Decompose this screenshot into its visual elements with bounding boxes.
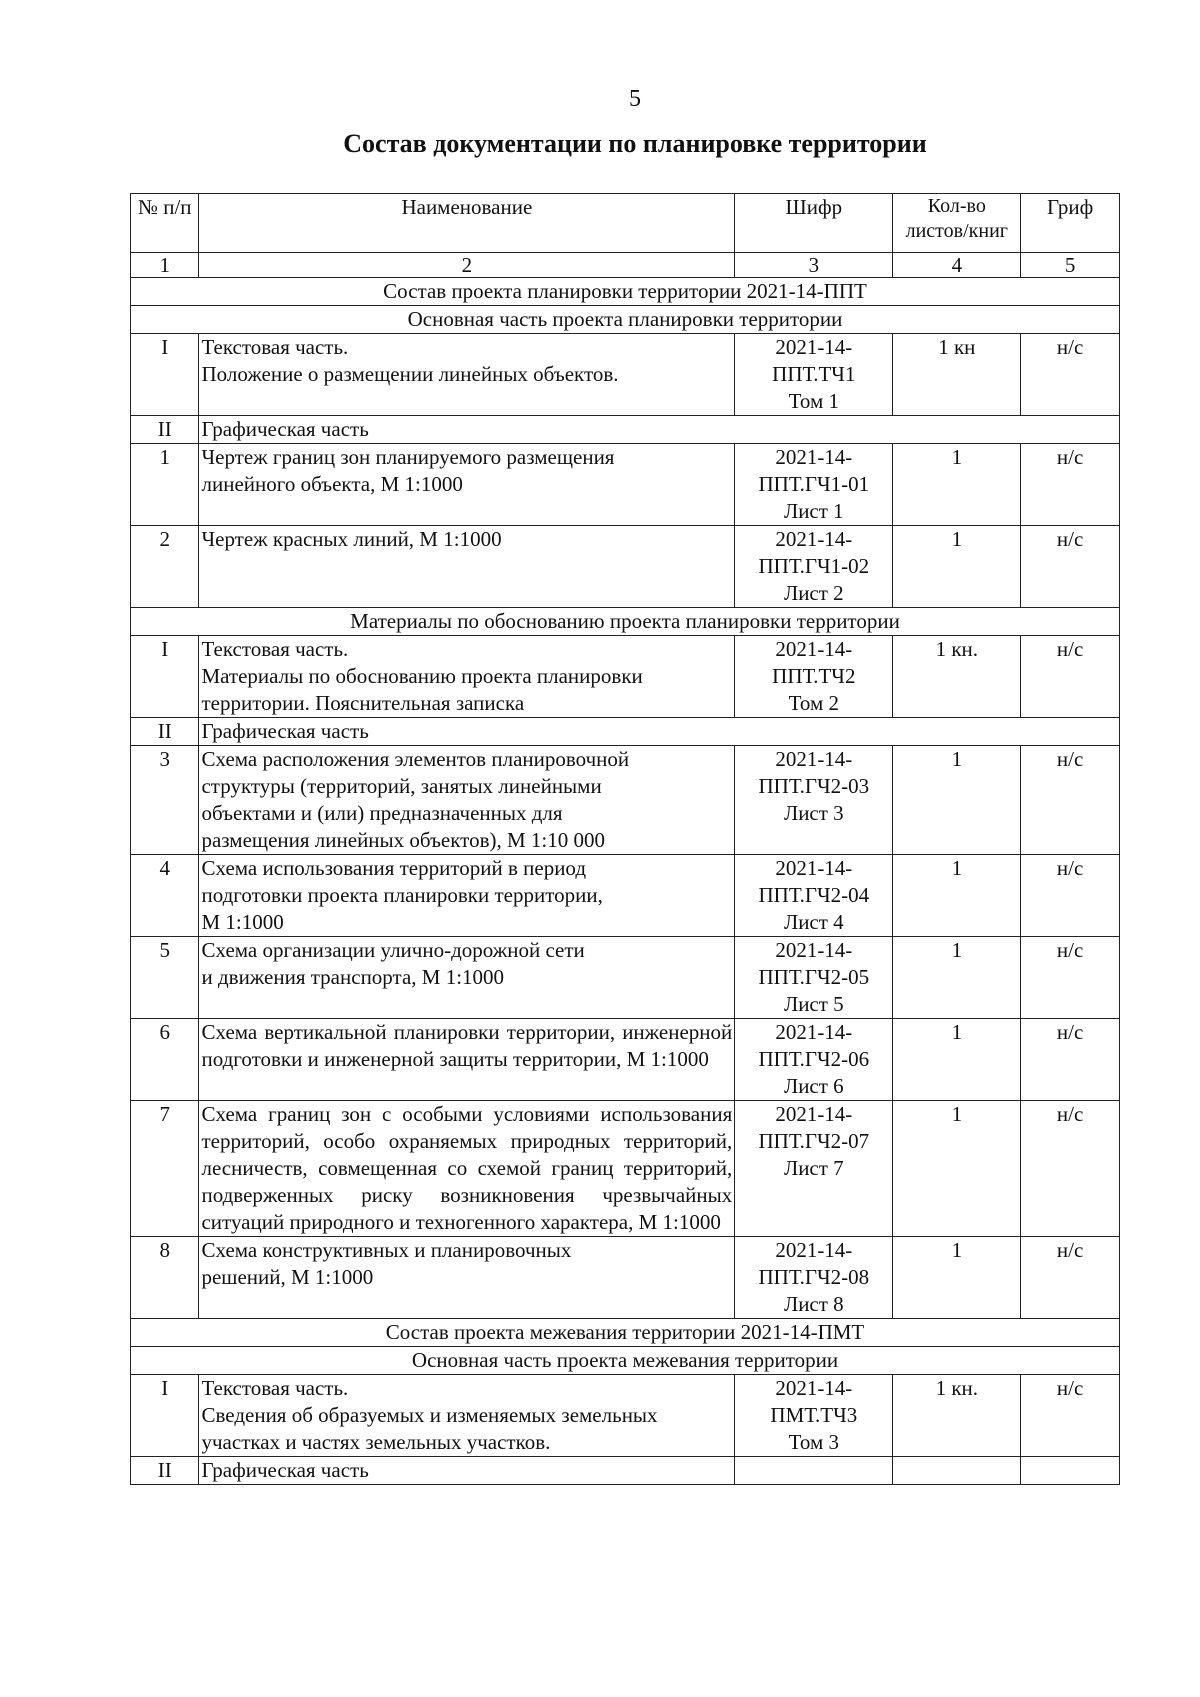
row-name: Схема конструктивных и планировочных решений, М 1:1000	[199, 1237, 735, 1319]
row-name: Текстовая часть. Положение о размещении линейных объектов.	[199, 334, 735, 416]
empty-cell	[735, 1457, 893, 1485]
row-code: 2021-14- ППТ.ГЧ2-08 Лист 8	[735, 1237, 893, 1319]
row-number: 1	[131, 444, 199, 526]
table-row	[131, 334, 1120, 416]
row-name: Схема расположения элементов планировочной структуры (территорий, занятых линейными объектами и (или) предназначенных для размещения линейных объектов), М 1:10 000	[199, 746, 735, 855]
subsection-heading-row	[131, 1347, 1120, 1375]
row-qty: 1	[893, 855, 1021, 937]
row-grif: н/с	[1021, 1101, 1120, 1237]
row-name: Чертеж красных линий, М 1:1000	[199, 526, 735, 608]
section-heading: Состав проекта планировки территории 2021-14-ППТ	[131, 278, 1120, 306]
row-number: II	[131, 416, 199, 444]
row-code: 2021-14- ПМТ.ТЧ3 Том 3	[735, 1375, 893, 1457]
row-code: 2021-14- ППТ.ГЧ2-07 Лист 7	[735, 1101, 893, 1237]
row-code: 2021-14- ППТ.ГЧ2-03 Лист 3	[735, 746, 893, 855]
row-name: Схема вертикальной планировки территории, инженерной подготовки и инженерной защиты территории, М 1:1000	[199, 1019, 735, 1101]
row-number: 3	[131, 746, 199, 855]
row-qty: 1	[893, 1237, 1021, 1319]
row-name: Графическая часть	[199, 1457, 735, 1485]
row-code: 2021-14- ППТ.ГЧ1-02 Лист 2	[735, 526, 893, 608]
empty-cell	[893, 1457, 1021, 1485]
header-code: Шифр	[735, 194, 893, 253]
table-row	[131, 1375, 1120, 1457]
row-number: 2	[131, 526, 199, 608]
row-grif: н/с	[1021, 334, 1120, 416]
row-number: 5	[131, 937, 199, 1019]
subsection-heading: Основная часть проекта планировки территории	[131, 306, 1120, 334]
section-heading: Состав проекта межевания территории 2021-14-ПМТ	[131, 1319, 1120, 1347]
table-header-row	[131, 194, 1120, 253]
header-qty: Кол-во листов/книг	[893, 194, 1021, 253]
table-row	[131, 718, 1120, 746]
row-qty: 1	[893, 746, 1021, 855]
table-row	[131, 1019, 1120, 1101]
row-name: Схема организации улично-дорожной сети и движения транспорта, М 1:1000	[199, 937, 735, 1019]
row-qty: 1	[893, 937, 1021, 1019]
row-number: I	[131, 1375, 199, 1457]
row-grif: н/с	[1021, 746, 1120, 855]
row-grif: н/с	[1021, 855, 1120, 937]
table-row	[131, 1101, 1120, 1237]
row-number: 7	[131, 1101, 199, 1237]
header-name: Наименование	[199, 194, 735, 253]
table-row	[131, 444, 1120, 526]
row-code: 2021-14- ППТ.ГЧ1-01 Лист 1	[735, 444, 893, 526]
row-number: I	[131, 636, 199, 718]
page-number: 5	[629, 86, 641, 112]
section-heading-row	[131, 278, 1120, 306]
row-grif: н/с	[1021, 1237, 1120, 1319]
row-qty: 1	[893, 1019, 1021, 1101]
row-code: 2021-14- ППТ.ГЧ2-06 Лист 6	[735, 1019, 893, 1101]
index-cell: 4	[893, 253, 1021, 278]
table-row	[131, 937, 1120, 1019]
row-name: Схема границ зон с особыми условиями использования территорий, особо охраняемых природных территорий, лесничеств, совмещенная со схемой границ территорий, подверженных риску возникновения чрезвычайных ситуаций природного и техногенного характера, М 1:1000	[199, 1101, 735, 1237]
row-qty: 1 кн.	[893, 636, 1021, 718]
row-code: 2021-14- ППТ.ТЧ2 Том 2	[735, 636, 893, 718]
index-cell: 3	[735, 253, 893, 278]
row-number: 4	[131, 855, 199, 937]
subsection-heading: Основная часть проекта межевания территории	[131, 1347, 1120, 1375]
header-num: № п/п	[131, 194, 199, 253]
table-row	[131, 1457, 1120, 1485]
row-code: 2021-14- ППТ.ГЧ2-04 Лист 4	[735, 855, 893, 937]
row-number: II	[131, 718, 199, 746]
row-grif: н/с	[1021, 636, 1120, 718]
row-name: Графическая часть	[199, 416, 1120, 444]
row-number: II	[131, 1457, 199, 1485]
row-name: Текстовая часть. Материалы по обоснованию проекта планировки территории. Пояснительная записка	[199, 636, 735, 718]
row-grif: н/с	[1021, 1019, 1120, 1101]
row-code: 2021-14- ППТ.ГЧ2-05 Лист 5	[735, 937, 893, 1019]
row-code: 2021-14- ППТ.ТЧ1 Том 1	[735, 334, 893, 416]
row-number: I	[131, 334, 199, 416]
row-grif: н/с	[1021, 1375, 1120, 1457]
row-number: 8	[131, 1237, 199, 1319]
subsection-heading-row	[131, 306, 1120, 334]
row-qty: 1	[893, 1101, 1021, 1237]
row-name: Графическая часть	[199, 718, 1120, 746]
column-index-row	[131, 253, 1120, 278]
row-qty: 1	[893, 526, 1021, 608]
row-grif: н/с	[1021, 444, 1120, 526]
table-row	[131, 416, 1120, 444]
row-grif: н/с	[1021, 526, 1120, 608]
section-heading-row	[131, 1319, 1120, 1347]
table-row	[131, 1237, 1120, 1319]
row-name: Текстовая часть. Сведения об образуемых и изменяемых земельных участках и частях земельных участков.	[199, 1375, 735, 1457]
index-cell: 5	[1021, 253, 1120, 278]
index-cell: 1	[131, 253, 199, 278]
row-grif: н/с	[1021, 937, 1120, 1019]
row-qty: 1	[893, 444, 1021, 526]
row-qty: 1 кн	[893, 334, 1021, 416]
subsection-heading-row	[131, 608, 1120, 636]
table-row	[131, 526, 1120, 608]
document-title: Состав документации по планировке территории	[343, 129, 927, 158]
documentation-table	[130, 193, 1120, 1485]
empty-cell	[1021, 1457, 1120, 1485]
subsection-heading: Материалы по обоснованию проекта планировки территории	[131, 608, 1120, 636]
row-name: Схема использования территорий в период подготовки проекта планировки территории, М 1:1000	[199, 855, 735, 937]
header-grif: Гриф	[1021, 194, 1120, 253]
index-cell: 2	[199, 253, 735, 278]
row-qty: 1 кн.	[893, 1375, 1021, 1457]
table-row	[131, 636, 1120, 718]
table-row	[131, 746, 1120, 855]
row-name: Чертеж границ зон планируемого размещения линейного объекта, М 1:1000	[199, 444, 735, 526]
row-number: 6	[131, 1019, 199, 1101]
table-row	[131, 855, 1120, 937]
